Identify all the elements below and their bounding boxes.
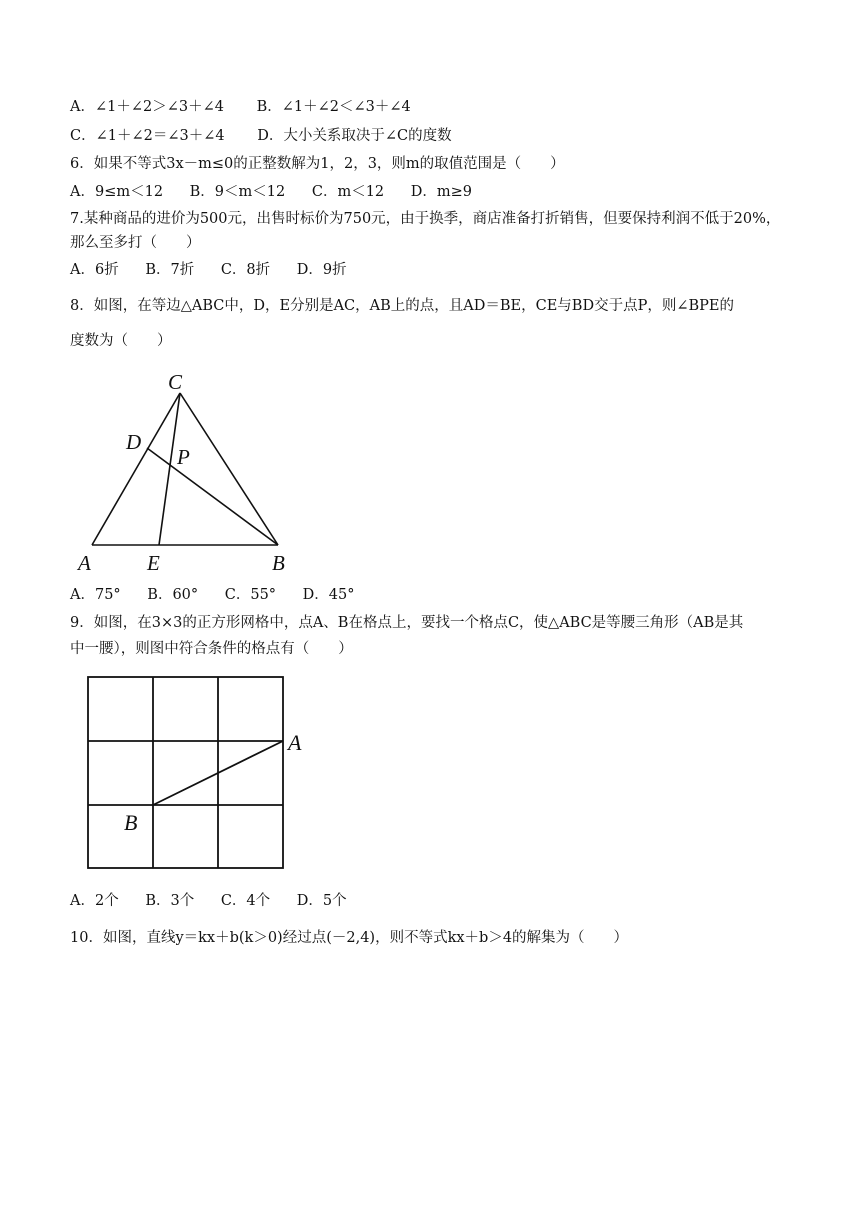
q9-stem-line2: 中一腰），则图中符合条件的格点有（ ）	[70, 641, 353, 657]
q9-grid-figure	[80, 670, 320, 880]
q5-option-a[interactable]: A．∠1＋∠2＞∠3＋∠4	[70, 99, 224, 115]
q8-options	[70, 585, 355, 605]
q5-option-c[interactable]: C．∠1＋∠2＝∠3＋∠4	[70, 128, 225, 144]
q8-label-p: P	[177, 445, 190, 469]
q9-label-b: B	[124, 810, 138, 835]
q10-stem: 10．如图，直线y＝kx＋b(k＞0)经过点(－2,4)，则不等式kx＋b＞4的解集为（ ）	[70, 930, 629, 946]
q8-label-a: A	[78, 551, 91, 575]
q7-options	[70, 260, 347, 280]
q8-side-bc	[180, 393, 278, 545]
q6-option-d[interactable]: D．m≥9	[410, 184, 473, 200]
q7-option-c[interactable]: C．8折	[220, 262, 271, 278]
q9-option-d[interactable]: D．5个	[296, 893, 347, 909]
q8-segment-bd	[147, 448, 278, 545]
q6-option-a[interactable]: A．9≤m＜12	[70, 184, 164, 200]
q9-grid-border	[88, 677, 283, 868]
q8-triangle-figure	[74, 362, 304, 578]
q7-option-a[interactable]: A．6折	[70, 262, 119, 278]
q6-options	[70, 182, 472, 202]
q5-option-b[interactable]: B．∠1＋∠2＜∠3＋∠4	[256, 99, 411, 115]
q7-option-b[interactable]: B．7折	[145, 262, 195, 278]
q8-label-e: E	[147, 551, 160, 575]
q6-option-c[interactable]: C．m＜12	[311, 184, 385, 200]
q8-stem-line2: 度数为（ ）	[70, 333, 172, 349]
q7-stem-line1: 7.某种商品的进价为500元，出售时标价为750元，由于换季，商店准备打折销售，但要保持利润不低于20%，	[70, 211, 781, 227]
q9-options	[70, 891, 347, 911]
q8-option-b[interactable]: B．60°	[147, 587, 199, 603]
q8-option-a[interactable]: A．75°	[70, 587, 121, 603]
q6-option-b[interactable]: B．9＜m＜12	[189, 184, 286, 200]
q8-stem-line1: 8．如图，在等边△ABC中，D，E分别是AC，AB上的点，且AD＝BE，CE与BD交于点P，则∠BPE的	[70, 298, 734, 314]
q8-segment-ce	[159, 393, 180, 545]
q8-option-d[interactable]: D．45°	[302, 587, 355, 603]
q5-option-d[interactable]: D．大小关系取决于∠C的度数	[257, 128, 452, 144]
q5-options-row2	[70, 126, 452, 146]
q7-stem-line2: 那么至多打（ ）	[70, 235, 201, 251]
q5-options-row1	[70, 97, 411, 117]
q6-stem: 6．如果不等式3x－m≤0的正整数解为1，2，3，则m的取值范围是（ ）	[70, 156, 565, 172]
q8-side-ac	[92, 393, 180, 545]
q7-option-d[interactable]: D．9折	[296, 262, 347, 278]
q8-option-c[interactable]: C．55°	[224, 587, 277, 603]
q9-option-b[interactable]: B．3个	[145, 893, 195, 909]
q9-option-c[interactable]: C．4个	[220, 893, 271, 909]
q9-option-a[interactable]: A．2个	[70, 893, 119, 909]
q8-label-c: C	[168, 370, 183, 394]
q9-stem-line1: 9．如图，在3×3的正方形网格中，点A、B在格点上，要找一个格点C，使△ABC是等腰三角形（AB是其	[70, 615, 744, 631]
q8-label-b: B	[272, 551, 285, 575]
q8-label-d: D	[126, 430, 142, 454]
q9-label-a: A	[288, 730, 302, 755]
